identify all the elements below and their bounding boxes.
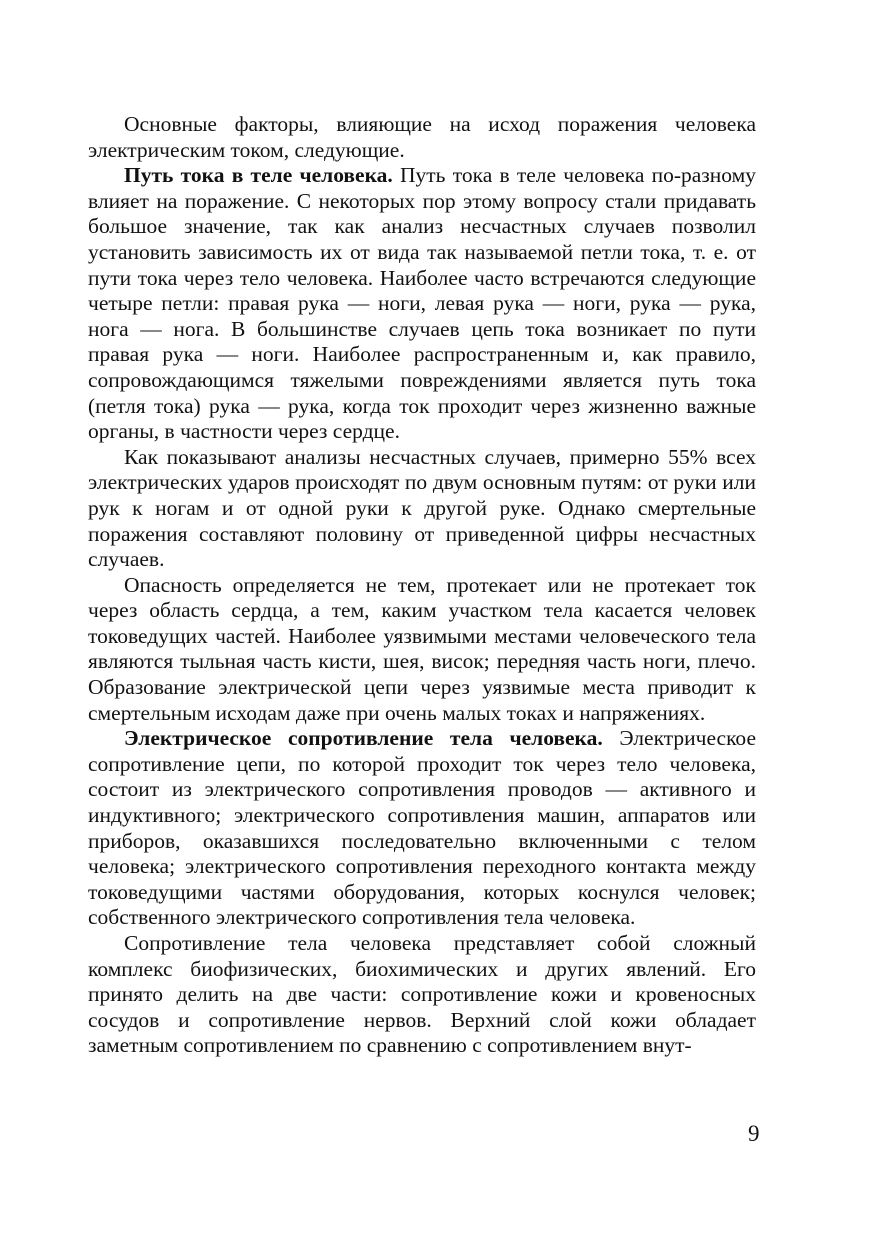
paragraph-intro xyxy=(88,112,756,163)
paragraph-current-path xyxy=(88,163,756,445)
paragraph-vulnerable-places xyxy=(88,573,756,727)
paragraph-text: Опасность определяется не тем, протекает или не протекает ток через область сердца, а тем, каким участком тела касается человек токоведущих частей. Наиболее уязвимыми местами человеческого тела являются тыльная часть кисти, шея, висок; передняя часть ноги, плечо. Образование электрической цепи через уязвимые места приводит к смертельным исходам даже при очень малых токах и напряжениях. xyxy=(88,572,756,725)
page-number: 9 xyxy=(748,1121,760,1146)
paragraph-text: Сопротивление тела человека представляет собой сложный комплекс биофизических, биохимических и других явлений. Его принято делить на две части: сопротивление кожи и кровеносных сосудов и сопротивление нервов. Верхний слой кожи обладает заметным сопротивлением по сравнению с сопротивлением внут- xyxy=(88,931,756,1058)
paragraph-resistance-parts xyxy=(88,931,756,1059)
paragraph-body-resistance xyxy=(88,726,756,931)
section-heading-body-resistance: Электрическое сопротивление тела человека. xyxy=(124,726,603,751)
paragraph-text: Путь тока в теле человека по-разному влияет на поражение. С некоторых пор этому вопросу стали придавать большое значение, так как анализ несчастных случаев позволил установить зависимость их от вида так называемой петли тока, т. е. от пути тока через тело человека. Наиболее часто встречаются следующие четыре петли: правая рука — ноги, левая рука — ноги, рука — рука, нога — нога. В большинстве случаев цепь тока возникает по пути правая рука — ноги. Наиболее распространенным и, как правило, сопровождающимся тяжелыми повреждениями является путь тока (петля тока) рука — рука, когда ток проходит через жизненно важные органы, в частности через сердце. xyxy=(88,163,756,444)
paragraph-text: Основные факторы, влияющие на исход поражения человека электрическим током, следующие. xyxy=(88,112,756,162)
paragraph-text: Электрическое сопротивление цепи, по которой проходит ток через тело человека, состоит из электрического сопротивления проводов — активного и индуктивного; электрического сопротивления машин, аппаратов или приборов, оказавшихся последовательно включенными с телом человека; электрического сопротивления переходного контакта между токоведущими частями оборудования, которых коснулся человек; собственного электрического сопротивления тела человека. xyxy=(88,726,756,930)
section-heading-current-path: Путь тока в теле человека. xyxy=(124,163,393,188)
paragraph-text: Как показывают анализы несчастных случаев, примерно 55% всех электрических ударов происходят по двум основным путям: от руки или рук к ногам и от одной руки к другой руке. Однако смертельные поражения составляют половину от приведенной цифры несчастных случаев. xyxy=(88,444,756,572)
body-text xyxy=(88,112,756,1059)
paragraph-accident-analysis xyxy=(88,445,756,573)
